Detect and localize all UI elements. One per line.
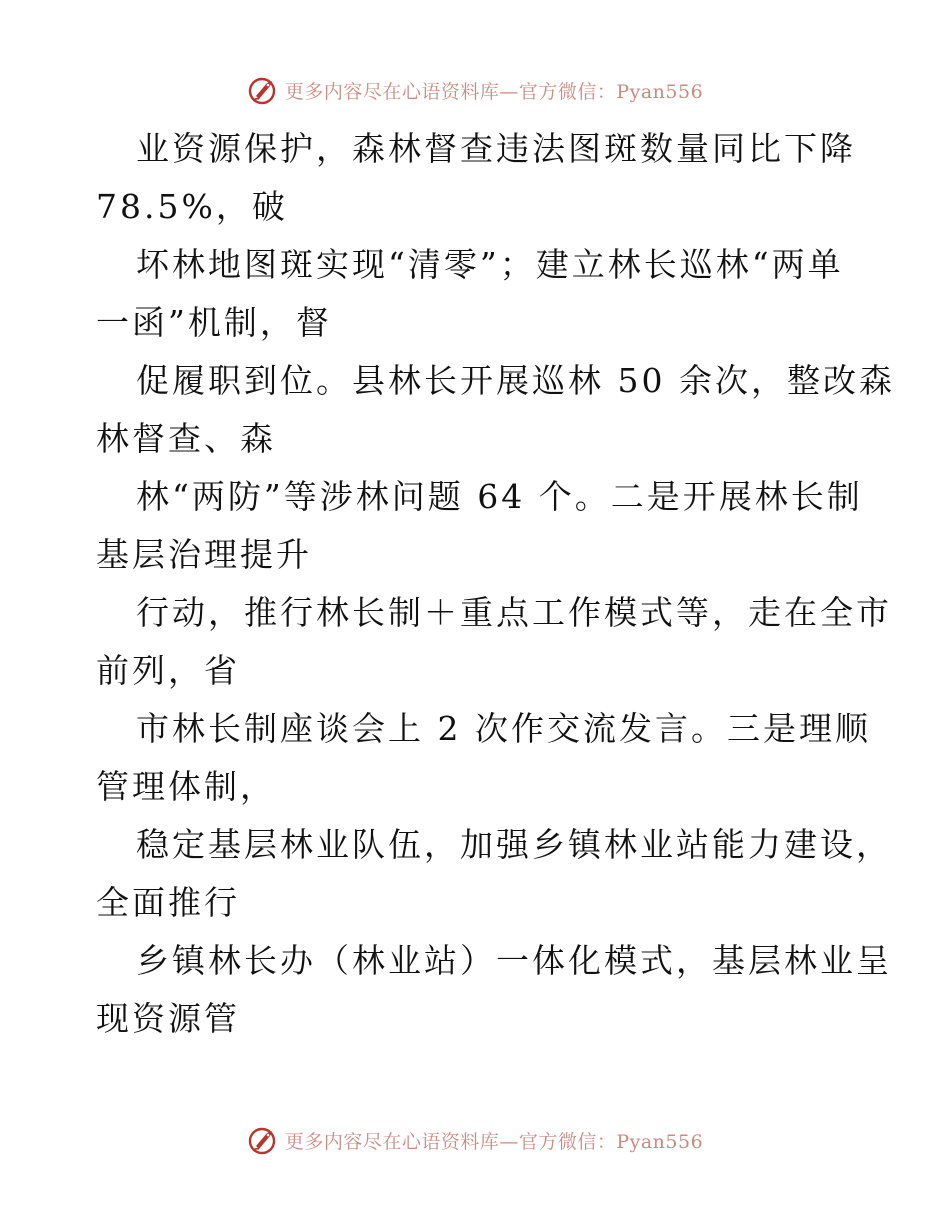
footer-watermark bbox=[0, 1120, 950, 1160]
text-line-11: 市林长制座谈会上 2 次作交流发言。三是理顺 bbox=[136, 709, 871, 748]
pen-nib-circle-icon bbox=[247, 1124, 279, 1156]
text-line-15: 乡镇林长办（林业站）一体化模式，基层林业呈 bbox=[136, 941, 892, 980]
text-line-13: 稳定基层林业队伍，加强乡镇林业站能力建设， bbox=[136, 825, 892, 864]
text-line-3: 坏林地图斑实现“清零”；建立林长巡林“两单 bbox=[136, 245, 844, 284]
text-line-14: 全面推行 bbox=[96, 883, 240, 922]
pen-nib-circle-icon bbox=[247, 74, 279, 106]
text-line-10: 前列，省 bbox=[96, 651, 240, 690]
watermark-text: 更多内容尽在心语资料库—官方微信：Pyan556 bbox=[284, 1130, 704, 1153]
text-line-9: 行动，推行林长制＋重点工作模式等，走在全市 bbox=[136, 593, 892, 632]
watermark-group bbox=[247, 1124, 703, 1156]
text-line-2: 78.5%，破 bbox=[96, 187, 288, 226]
text-line-7: 林“两防”等涉林问题 64 个。二是开展林长制 bbox=[136, 477, 863, 516]
text-line-12: 管理体制， bbox=[96, 767, 276, 806]
text-line-6: 林督查、森 bbox=[96, 419, 276, 458]
watermark-group bbox=[247, 74, 703, 106]
text-line-8: 基层治理提升 bbox=[96, 535, 312, 574]
watermark-text: 更多内容尽在心语资料库—官方微信：Pyan556 bbox=[284, 80, 704, 103]
text-line-4: 一函”机制，督 bbox=[96, 303, 332, 342]
document-body bbox=[96, 120, 895, 1048]
text-line-16: 现资源管 bbox=[96, 999, 240, 1038]
text-line-5: 促履职到位。县林长开展巡林 50 余次，整改森 bbox=[136, 361, 895, 400]
text-line-1: 业资源保护，森林督查违法图斑数量同比下降 bbox=[136, 129, 856, 168]
header-watermark bbox=[0, 70, 950, 110]
